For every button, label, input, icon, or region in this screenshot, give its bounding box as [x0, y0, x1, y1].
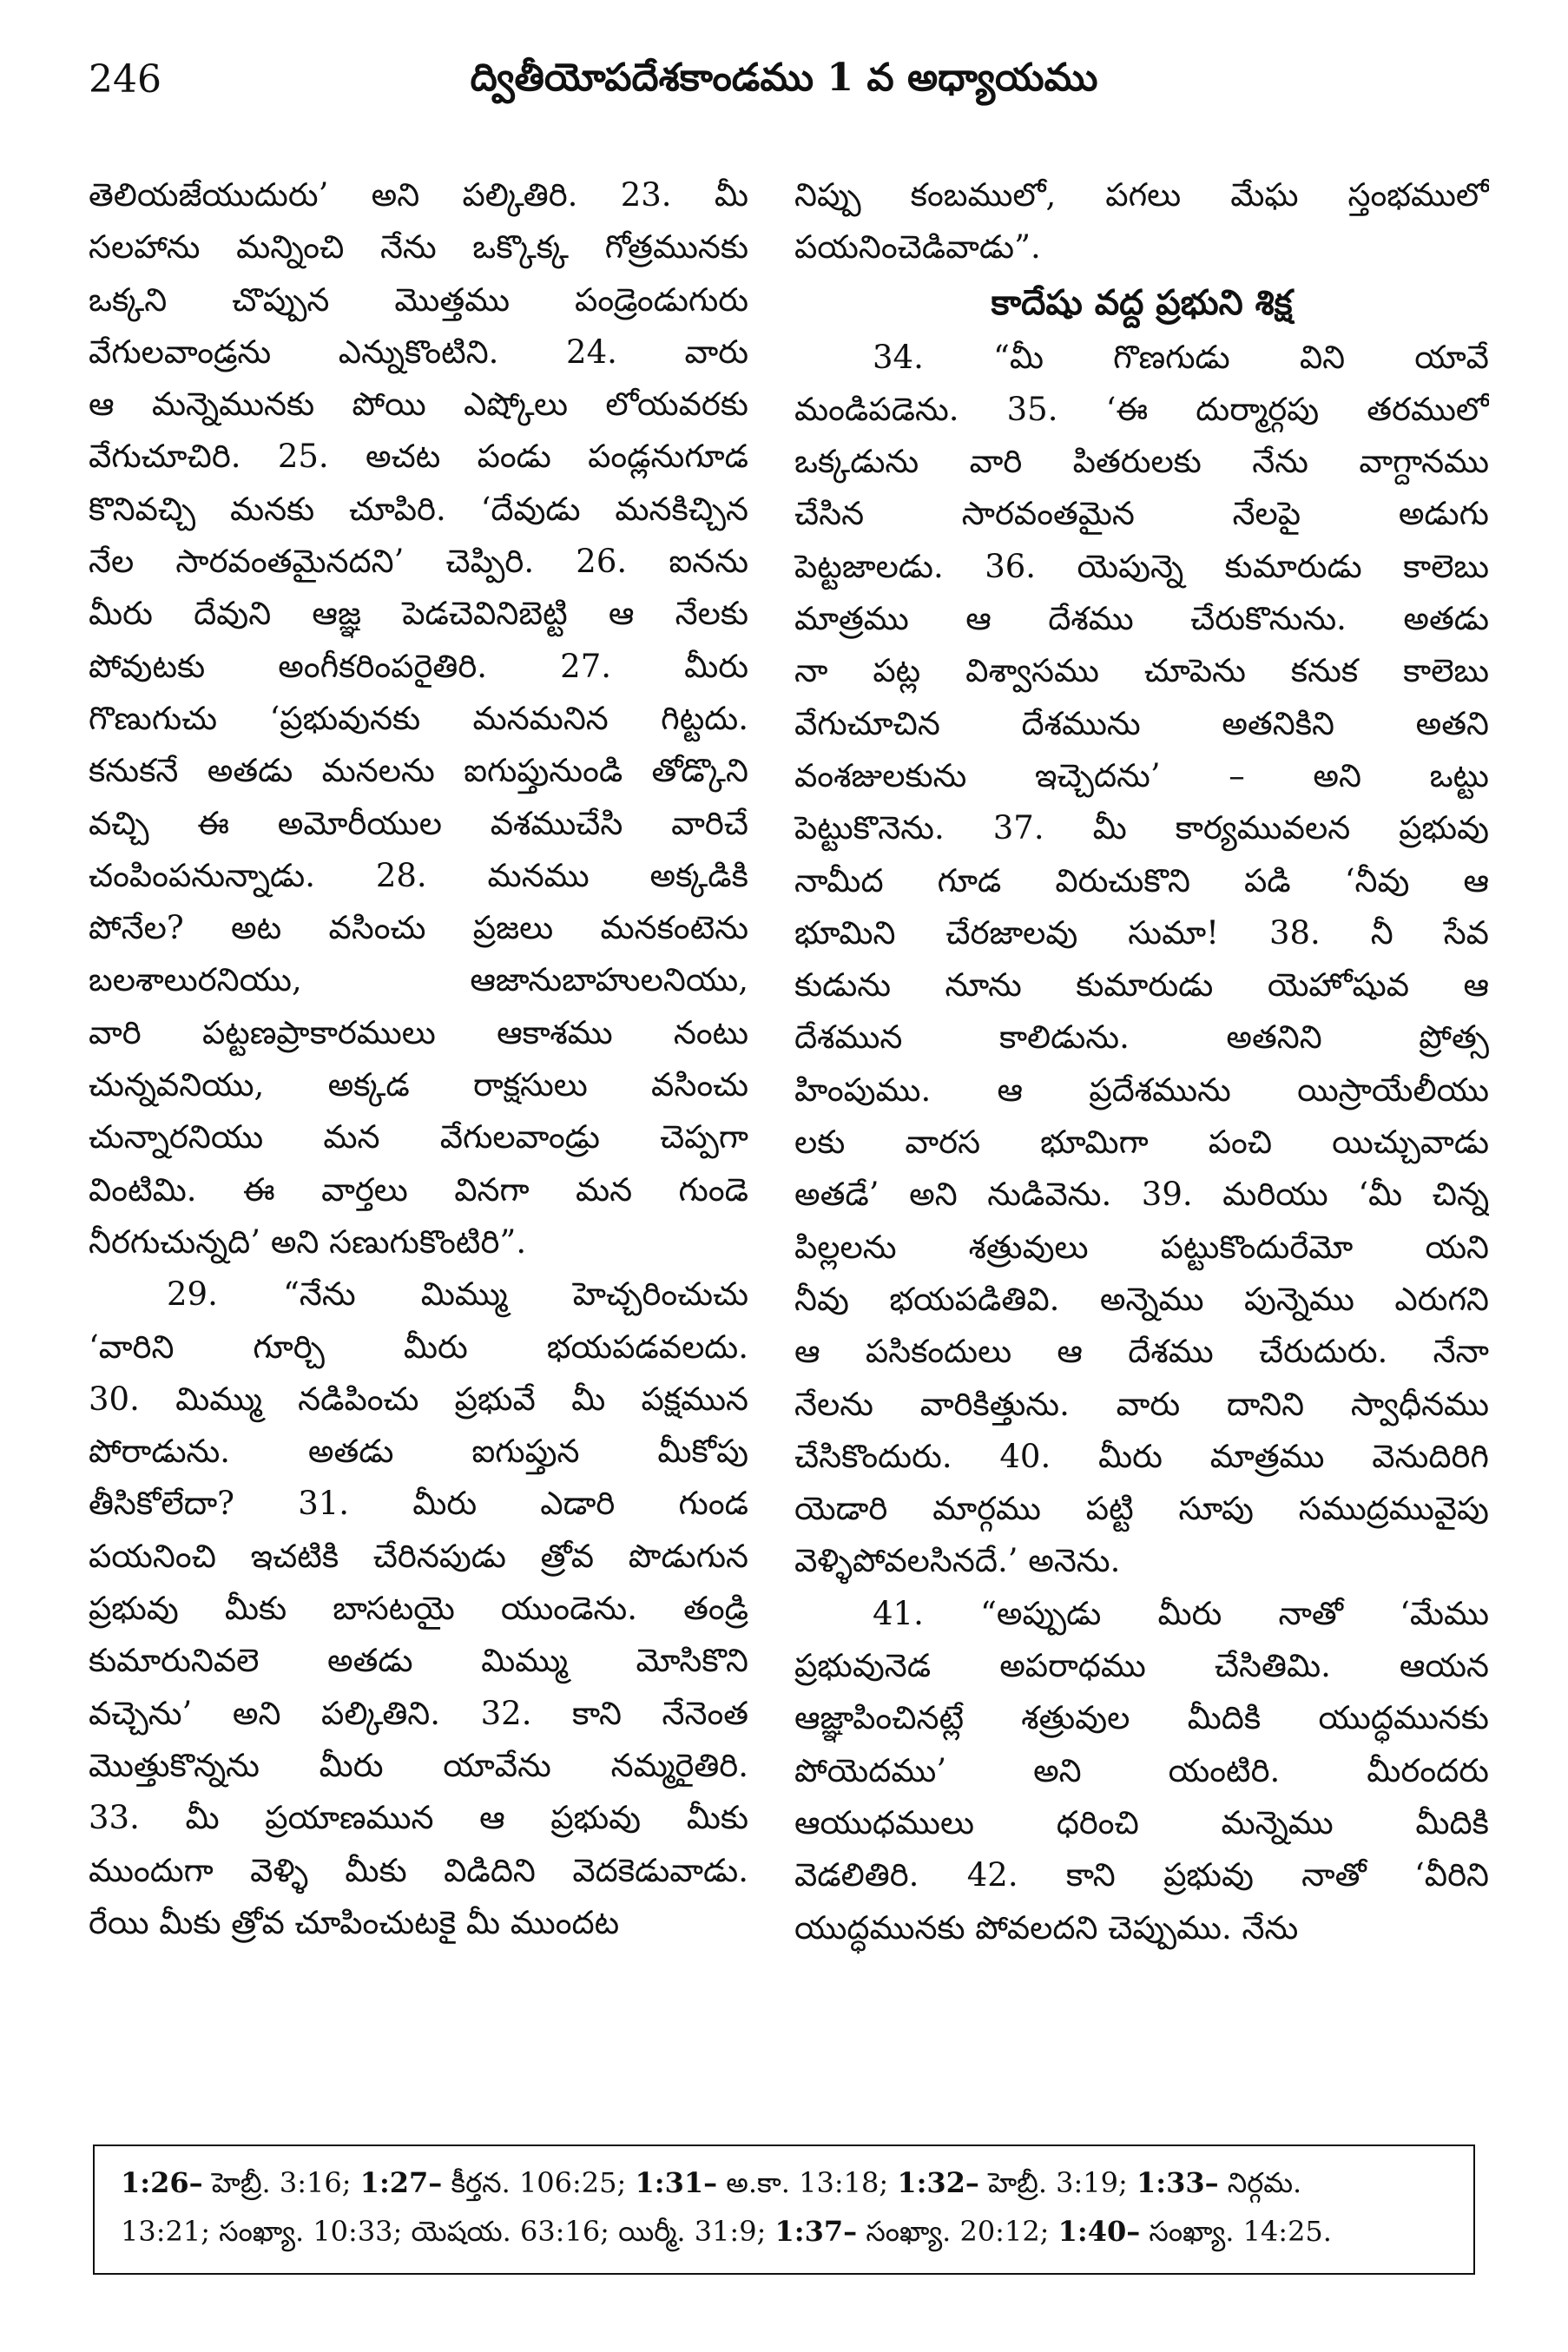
text-line: పయనించెడివాడు”.: [794, 228, 1041, 267]
text-line: ఆయుధములు ధరించి మన్నెము మీదికి: [794, 1803, 1489, 1841]
text-line: 29. “నేను మిమ్ము హెచ్చరించుచు: [167, 1275, 748, 1314]
text-line: 30. మిమ్ము నడిపించు ప్రభువే మీ పక్షమున: [89, 1380, 748, 1418]
section-heading: కాదేషు వద్ద ప్రభుని శిక్ష: [991, 281, 1293, 323]
text-line: ఒక్కడును వారి పితరులకు నేను వాగ్దానము: [794, 443, 1489, 481]
text-line: కొనివచ్చి మనకు చూపిరి. ‘దేవుడు మనకిచ్చిన: [89, 490, 748, 528]
text-line: చేసికొందురు. 40. మీరు మాత్రము వెనుదిరిగి: [794, 1437, 1489, 1475]
text-line: చున్నవనియు, అక్కడ రాక్షసులు వసించు: [89, 1066, 748, 1104]
reference-text: సంఖ్యా. 14:25.: [1140, 2215, 1332, 2248]
text-line: పోయెదము’ అని యంటిరి. మీరందరు: [794, 1751, 1489, 1789]
text-line: నేల సారవంతమైనదని’ చెప్పిరి. 26. ఐనను: [89, 543, 748, 581]
text-line: హింపుము. ఆ ప్రదేశమును యిస్రాయేలీయు: [794, 1071, 1489, 1109]
text-line: దేశమున కాలిడును. అతనిని ప్రోత్స: [794, 1018, 1489, 1057]
right-column: [794, 169, 1489, 1954]
text-line: వెళ్ళిపోవలసినదే.’ అనెను.: [794, 1542, 1121, 1580]
text-line: తీసికోలేదా? 31. మీరు ఎడారి గుండ: [89, 1485, 748, 1523]
text-line: 34. “మీ గొణగుడు విని యావే: [873, 338, 1489, 376]
reference-text: నిర్గమ.: [1218, 2166, 1302, 2199]
reference-verse: 1:32–: [897, 2166, 979, 2199]
text-line: పోనేల? అట వసించు ప్రజలు మనకంటెను: [89, 909, 748, 947]
text-line: కుడును నూను కుమారుడు యెహోషువ ఆ: [794, 966, 1489, 1005]
text-line: మాత్రము ఆ దేశము చేరుకొనును. అతడు: [794, 600, 1489, 638]
text-line: ఆ పసికందులు ఆ దేశము చేరుదురు. నేనా: [794, 1333, 1489, 1371]
reference-line: [121, 2207, 1447, 2256]
text-line: వెడలితిరి. 42. కాని ప్రభువు నాతో ‘వీరిని: [794, 1856, 1489, 1894]
text-line: వేగుచూచిరి. 25. అచట పండు పండ్లనుగూడ: [89, 438, 748, 476]
text-line: రేయి మీకు త్రోవ చూపించుటకై మీ ముందట: [89, 1903, 620, 1941]
text-line: తెలియజేయుదురు’ అని పల్కితిరి. 23. మీ: [89, 176, 748, 214]
reference-verse: 1:40–: [1057, 2215, 1141, 2248]
reference-verse: 1:37–: [774, 2215, 858, 2248]
text-line: యుద్ధమునకు పోవలదని చెప్పుము. నేను: [794, 1908, 1299, 1947]
text-line: గొణుగుచు ‘ప్రభువునకు మనమనిన గిట్టదు.: [89, 699, 748, 737]
reference-text: హెబ్రీ. 3:19;: [978, 2166, 1136, 2199]
text-line: వంశజులకును ఇచ్చెదను’ – అని ఒట్టు: [794, 756, 1489, 794]
text-line: పోరాడును. అతడు ఐగుప్తున మీకోపు: [89, 1433, 748, 1471]
text-line: ‘వారిని గూర్చి మీరు భయపడవలదు.: [89, 1328, 748, 1366]
reference-text: హెబ్రీ. 3:16;: [202, 2166, 360, 2199]
text-line: వారి పట్టణప్రాకారములు ఆకాశము నంటు: [89, 1013, 748, 1051]
text-line: వచ్చి ఈ అమోరీయుల వశముచేసి వారిచే: [89, 804, 748, 842]
reference-verse: 1:33–: [1136, 2166, 1219, 2199]
text-line: వింటిమి. ఈ వార్తలు వినగా మన గుండె: [89, 1170, 748, 1209]
text-line: వేగుచూచిన దేశమును అతనికిని అతని: [794, 704, 1489, 742]
text-line: యెడారి మార్గము పట్టి సూపు సముద్రమువైపు: [794, 1490, 1489, 1528]
text-line: బలశాలురనియు, ఆజానుబాహులనియు,: [89, 961, 748, 999]
text-line: నా పట్ల విశ్వాసము చూపెను కనుక కాలెబు: [794, 652, 1489, 690]
text-line: నీరగుచున్నది’ అని సణుగుకొంటిరి”.: [89, 1222, 527, 1261]
reference-verse: 1:31–: [635, 2166, 718, 2199]
text-line: నామీద గూడ విరుచుకొని పడి ‘నీవు ఆ: [794, 861, 1489, 899]
reference-verse: 1:27–: [359, 2166, 443, 2199]
text-line: వచ్చెను’ అని పల్కితిని. 32. కాని నేనెంత: [89, 1694, 748, 1732]
text-line: కుమారునివలె అతడు మిమ్ము మోసికొని: [89, 1642, 748, 1680]
text-line: చున్నారనియు మన వేగులవాండ్రు చెప్పగా: [89, 1118, 748, 1156]
text-line: నీవు భయపడితివి. అన్నెము పున్నెము ఎరుగని: [794, 1280, 1489, 1318]
text-line: మొత్తుకొన్నను మీరు యావేను నమ్మరైతిరి.: [89, 1746, 748, 1784]
text-line: లకు వారస భూమిగా పంచి యిచ్చువాడు: [794, 1123, 1489, 1162]
text-line: ఆజ్ఞాపించినట్లే శత్రువుల మీదికి యుద్ధమునకు: [794, 1699, 1489, 1737]
text-line: ఆ మన్నెమునకు పోయి ఎష్కోలు లోయవరకు: [89, 385, 748, 424]
text-line: మీరు దేవుని ఆజ్ఞ పెడచెవినిబెట్టి ఆ నేలకు: [89, 595, 748, 633]
text-line: ఒక్కని చొప్పున మొత్తము పండ్రెండుగురు: [89, 280, 748, 319]
page-number: 246: [89, 57, 161, 102]
text-line: చంపింపనున్నాడు. 28. మనము అక్కడికి: [89, 856, 748, 894]
text-line: నేలను వారికిత్తును. వారు దానిని స్వాధీనము: [794, 1385, 1489, 1423]
text-line: ముందుగా వెళ్ళి మీకు విడిదిని వెదకెడువాడు.: [89, 1851, 748, 1889]
text-line: నిప్పు కంబములో, పగలు మేఘ స్తంభములో: [794, 176, 1489, 214]
text-line: పయనించి ఇచటికి చేరినపుడు త్రోవ పొడుగున: [89, 1537, 748, 1575]
text-line: భూమిని చేరజాలవు సుమా! 38. నీ సేవ: [794, 913, 1489, 952]
cross-references-box: [93, 2144, 1475, 2275]
reference-text: 13:21; సంఖ్యా. 10:33; యెషయ. 63:16; యిర్మీ. 31:9;: [121, 2215, 775, 2248]
text-line: 41. “అప్పుడు మీరు నాతో ‘మేము: [873, 1594, 1489, 1632]
text-line: చేసిన సారవంతమైన నేలపై అడుగు: [794, 495, 1489, 533]
running-head: ద్వితీయోపదేశకాండము 1 వ అధ్యాయము: [470, 56, 1098, 100]
text-line: కనుకనే అతడు మనలను ఐగుప్తునుండి తోడ్కొని: [89, 752, 748, 790]
left-column: [89, 169, 748, 1949]
text-line: పోవుటకు అంగీకరింపరైతిరి. 27. మీరు: [89, 647, 748, 685]
text-line: వేగులవాండ్రను ఎన్నుకొంటిని. 24. వారు: [89, 333, 748, 371]
reference-line: [121, 2158, 1447, 2207]
text-line: పెట్టుకొనెను. 37. మీ కార్యమువలన ప్రభువు: [794, 809, 1489, 847]
text-line: పిల్లలను శత్రువులు పట్టుకొందురేమో యని: [794, 1228, 1489, 1266]
text-line: అతడే’ అని నుడివెను. 39. మరియు ‘మీ చిన్న: [794, 1176, 1489, 1214]
reference-verse: 1:26–: [121, 2166, 203, 2199]
reference-text: అ.కా. 13:18;: [717, 2166, 898, 2199]
reference-text: కీర్తన. 106:25;: [442, 2166, 636, 2199]
text-line: ప్రభువు మీకు బాసటయై యుండెను. తండ్రి: [89, 1590, 748, 1628]
text-line: పెట్టజాలడు. 36. యెపున్నె కుమారుడు కాలెబు: [794, 547, 1489, 585]
text-line: మండిపడెను. 35. ‘ఈ దుర్మార్గపు తరములో: [794, 390, 1489, 428]
text-line: 33. మీ ప్రయాణమున ఆ ప్రభువు మీకు: [89, 1799, 748, 1837]
text-line: ప్రభువునెడ అపరాధము చేసితిమి. ఆయన: [794, 1647, 1489, 1685]
reference-text: సంఖ్యా. 20:12;: [857, 2215, 1058, 2248]
text-line: సలహాను మన్నించి నేను ఒక్కొక్క గోత్రమునకు: [89, 228, 748, 267]
